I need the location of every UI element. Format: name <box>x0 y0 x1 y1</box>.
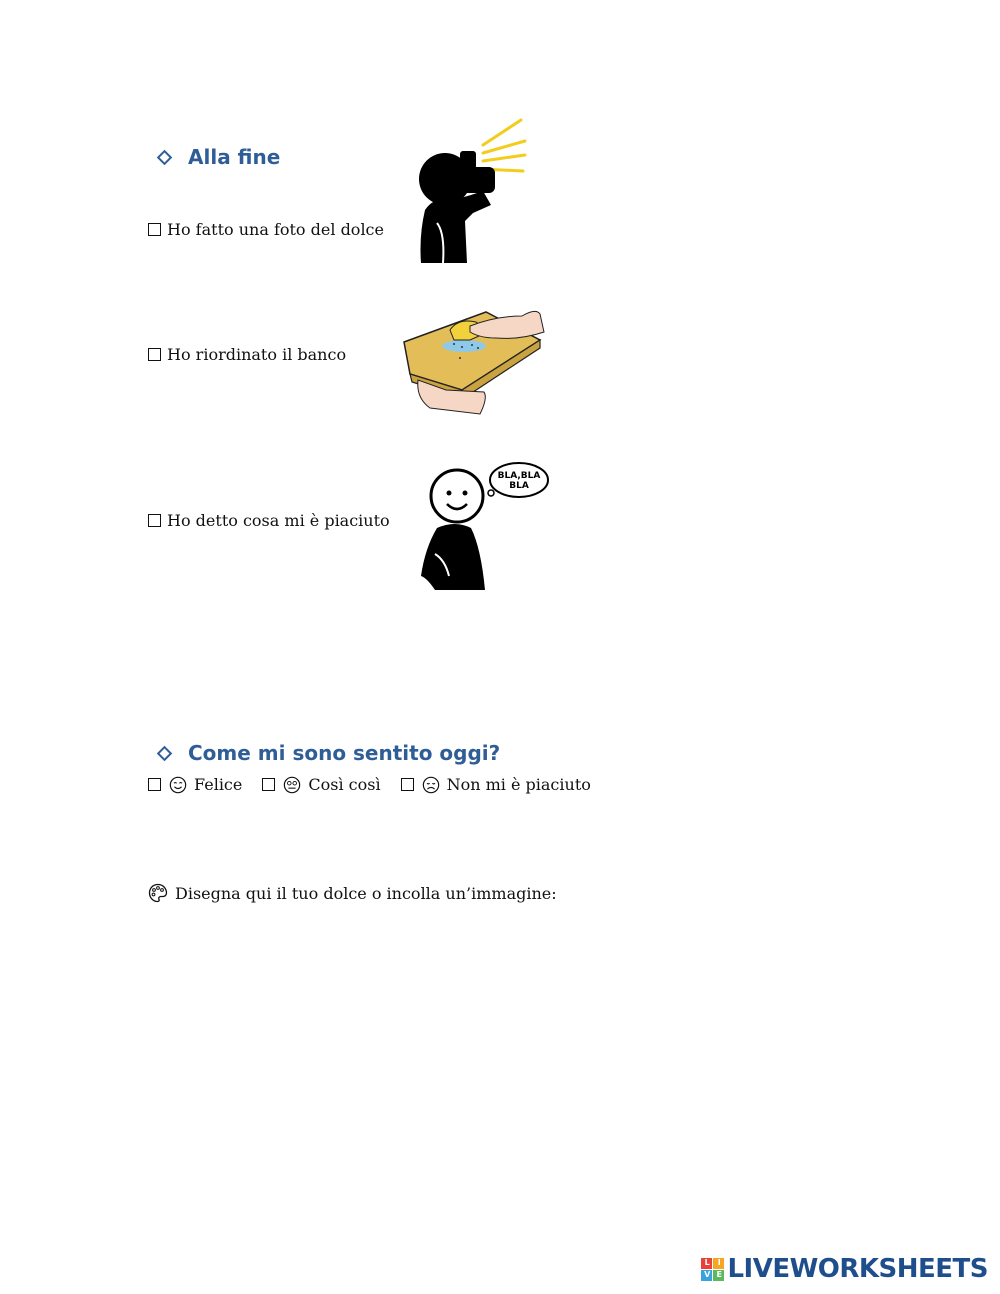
wiping-table-icon <box>400 302 546 417</box>
section-heading-end <box>155 145 280 169</box>
sad-face-icon <box>422 776 440 794</box>
speech-text: BLA,BLA <box>497 471 541 481</box>
mood-label: Felice <box>194 775 243 794</box>
mood-label: Non mi è piaciuto <box>446 775 591 794</box>
diamond-bullet-icon <box>157 149 173 165</box>
mood-option-sad <box>401 775 591 794</box>
logo-text: LIVEWORKSHEETS <box>727 1254 988 1284</box>
checkbox[interactable] <box>148 223 161 236</box>
checkbox[interactable] <box>148 348 161 361</box>
section-title: Come mi sono sentito oggi? <box>188 741 501 765</box>
mood-option-neutral <box>262 775 380 794</box>
mood-label: Così così <box>308 775 381 794</box>
checkbox[interactable] <box>401 778 414 791</box>
draw-prompt <box>148 883 557 903</box>
mood-options <box>148 775 611 794</box>
draw-prompt-text: Disegna qui il tuo dolce o incolla un’immagine: <box>175 883 557 903</box>
palette-icon <box>148 883 168 903</box>
section-heading-feel <box>155 741 500 765</box>
section-title: Alla fine <box>188 145 281 169</box>
diamond-bullet-icon <box>157 745 173 761</box>
camera-person-icon <box>415 115 530 267</box>
checklist-item-tidy <box>148 345 346 364</box>
happy-face-icon <box>169 776 187 794</box>
mood-option-happy <box>148 775 242 794</box>
neutral-face-icon <box>283 776 301 794</box>
checklist-label: Ho detto cosa mi è piaciuto <box>167 511 390 530</box>
checkbox[interactable] <box>148 778 161 791</box>
checklist-label: Ho riordinato il banco <box>167 345 347 364</box>
logo-grid-icon: L I V E <box>701 1258 724 1281</box>
checklist-item-photo <box>148 220 384 239</box>
checklist-label: Ho fatto una foto del dolce <box>167 220 384 239</box>
liveworksheets-logo[interactable] <box>701 1254 988 1284</box>
checkbox[interactable] <box>262 778 275 791</box>
checklist-item-talk <box>148 511 390 530</box>
person-talking-icon <box>415 458 555 593</box>
checkbox[interactable] <box>148 514 161 527</box>
svg-text:BLA: BLA <box>509 481 529 491</box>
